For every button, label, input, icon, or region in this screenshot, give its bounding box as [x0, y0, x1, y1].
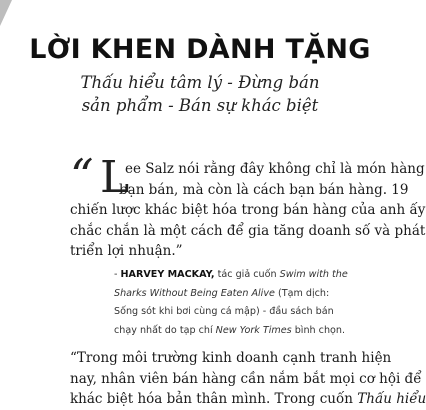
quote-line: bạn bán, mà còn là cách bạn bán hàng. 19	[119, 181, 409, 198]
quote-line: triển lợi nhuận.”	[70, 243, 183, 259]
attribution-text: bình chọn.	[291, 324, 346, 336]
quote-attribution	[114, 266, 374, 340]
open-quote-mark: “	[70, 149, 94, 203]
quote-line: chắc chắn là một cách để gia tăng doanh số và phát	[70, 222, 426, 239]
quote-line: nay, nhân viên bán hàng cần nắm bắt mọi cơ hội để	[70, 370, 422, 387]
page-corner-tab	[0, 0, 12, 26]
testimonial-quote	[70, 159, 426, 262]
attribution-text: (Tạm dịch:	[274, 287, 330, 299]
quote-text: khác biệt hóa bản thân mình. Trong cuốn	[70, 391, 358, 407]
book-title: Swim with the	[279, 269, 348, 280]
attribution-line	[114, 266, 374, 285]
drop-cap: L	[100, 152, 130, 203]
book-title: Sharks Without Being Eaten Alive	[114, 287, 275, 299]
attribution-text: chạy nhất do tạp chí	[114, 324, 216, 336]
attribution-line	[114, 322, 374, 341]
attribution-line: Sống sót khi bơi cùng cá mập) - đầu sách bán	[114, 306, 334, 317]
attribution-text: tác giả cuốn	[214, 269, 280, 280]
subtitle-line: Thấu hiểu tâm lý - Đừng bán	[80, 73, 320, 92]
book-title: Thấu hiểu	[357, 391, 426, 407]
testimonial-quote-2	[70, 348, 426, 410]
quote-line: “Trong môi trường kinh doanh cạnh tranh hiện	[70, 350, 392, 366]
quote-line	[70, 389, 426, 410]
magazine-name: New York Times	[215, 324, 292, 336]
subtitle-line: sản phẩm - Bán sự khác biệt	[81, 96, 319, 115]
page-title: LỜI KHEN DÀNH TẶNG	[29, 34, 371, 65]
book-subtitle	[0, 71, 400, 117]
attribution-dash: -	[114, 269, 121, 280]
quote-line: ee Salz nói rằng đây không chỉ là món hàng	[125, 161, 425, 177]
attribution-line	[114, 285, 374, 304]
quote-line: chiến lược khác biệt hóa trong bán hàng của anh ấy	[70, 202, 426, 218]
author-name: HARVEY MACKAY,	[120, 269, 215, 280]
